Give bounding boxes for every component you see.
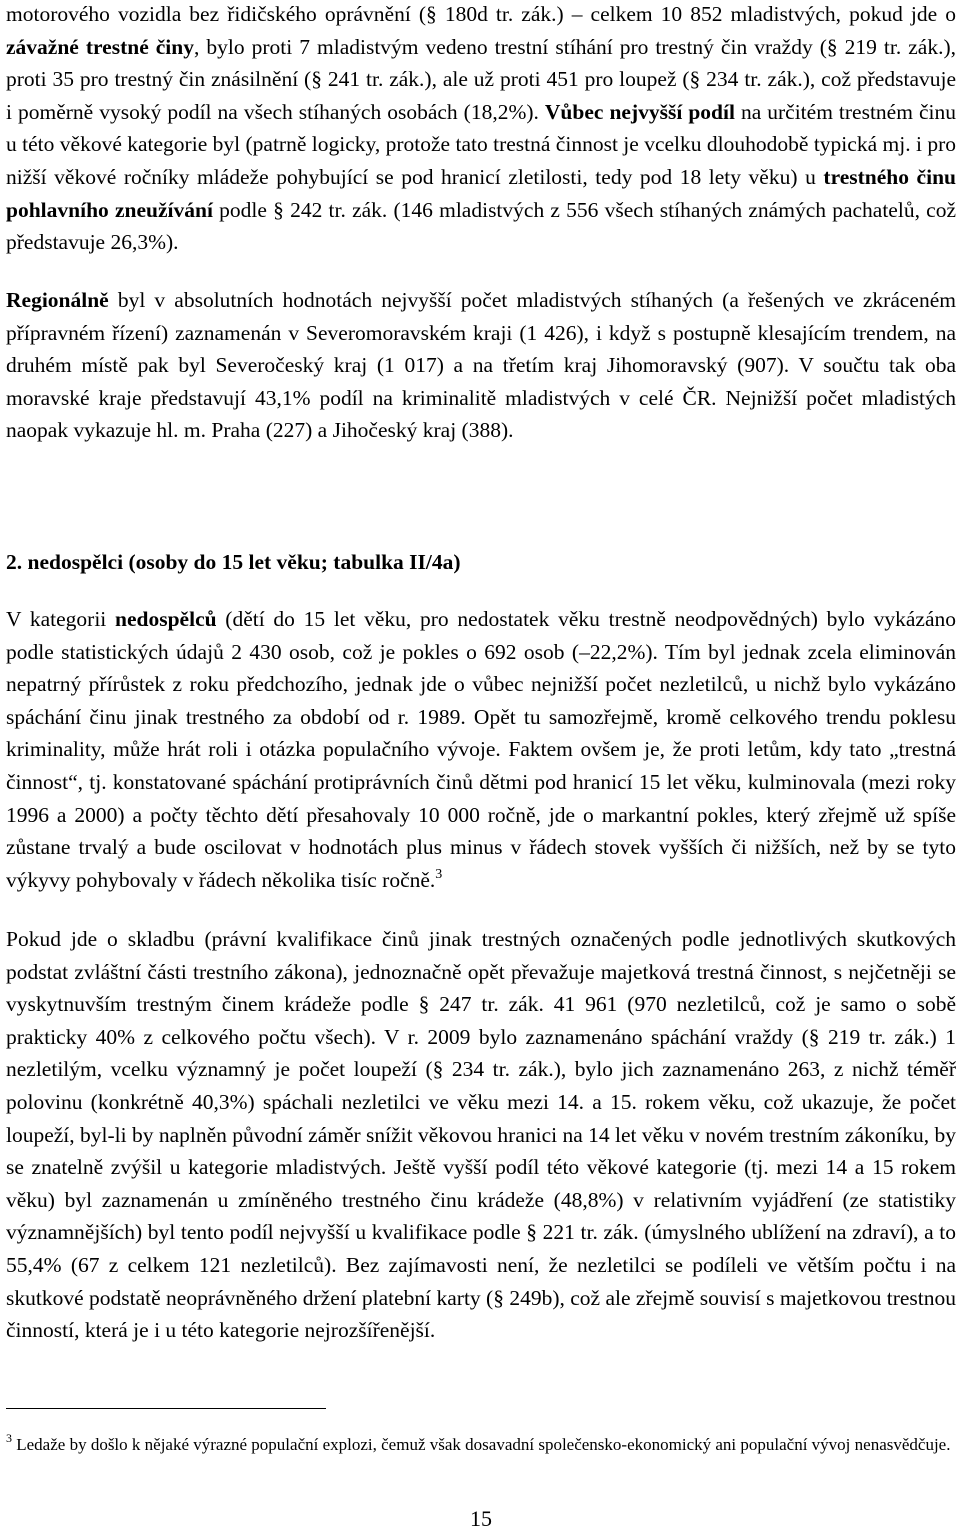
section-heading: 2. nedospělci (osoby do 15 let věku; tabulka II/4a) [6,550,461,574]
emphasis-regionally: Regionálně [6,288,109,312]
paragraph-text: (dětí do 15 let věku, pro nedostatek věku trestně neodpovědných) bylo vykázáno podle statistických údajů 2 430 osob, což je pokles o 692 osob (–22,2%). Tím byl jednak zcela eliminován nepatrný přírůstek z roku předchozího, jednak jde o vůbec nejnižší počet nezletilců, u nichž bylo vykázáno spáchání činu jinak trestného za období od r. 1989. Opět tu samozřejmě, kromě celkového trendu poklesu kriminality, může hrát roli i otázka populačního vývoje. Faktem ovšem je, že proti letům, kdy tato „trestná činnost“, tj. konstatované spáchání protiprávních činů dětmi pod hranicí 15 let věku, kulminovala (mezi roky 1996 a 2000) a počty těchto dětí přesahovaly 10 000 ročně, jde o markantní pokles, který zřejmě už spíše zůstane trvalý a bude oscilovat v hodnotách plus minus v řádech stovek vyšších či nižších, než by se tyto výkyvy pohybovaly v řádech několika tisíc ročně. [6,607,956,892]
emphasis-serious-crimes: závažné trestné činy [6,34,194,59]
footnote-separator [6,1408,326,1409]
footnote-reference[interactable]: 3 [435,866,443,882]
paragraph-text: V kategorii [6,607,116,631]
paragraph-offense-structure [6,923,956,1347]
paragraph-text: , bylo proti 7 mladistvým vedeno trestní stíhání pro trestný čin vraždy (§ 219 tr. zák.), proti 35 pro trestný čin znásilnění (§ 241 tr. zák.), ale už proti 451 pro loupež (§ 234 tr. zák.), což představuje i poměrně vysoký podíl na všech stíhaných osobách (18,2%). [6,34,956,124]
emphasis-highest-share: Vůbec nejvyšší podíl [544,99,735,124]
emphasis-minors: nedospělců [115,607,217,631]
footnote-number: 3 [6,1431,12,1445]
paragraph-text: Pokud jde o skladbu (právní kvalifikace činů jinak trestných označených podle jednotlivých skutkových podstat zvláštní části trestního zákona), jednoznačně opět převažuje majetková trestná činnost, s nejčetněji se vyskytnuvším trestným činem krádeže podle § 247 tr. zák. 41 961 (970 nezletilců, což je samo o sobě prakticky 40% z celkového počtu všech). V r. 2009 bylo zaznamenáno spáchání vraždy (§ 219 tr. zák.) 1 nezletilým, vcelku významný je počet loupeží (§ 234 tr. zák.), bylo jich zaznamenáno 263, z nichž téměř polovinu (konkrétně 40,3%) spáchali nezletilci ve věku mezi 14. a 15. rokem věku, což ukazuje, že počet loupeží, byl-li by naplněn původní záměr snížit věkovou hranici na 14 let věku v novém trestním zákoníku, by se znatelně zvýšil u kategorie mladistvých. Ještě vyšší podíl této věkové kategorie (tj. mezi 14 a 15 rokem věku) byl zaznamenán u zmíněného trestného činu krádeže (48,8%) v relativním vyjádření (ze statistiky významnějších) byl tento podíl nejvyšší u kvalifikace podle § 221 tr. zák. (úmyslného ublížení na zdraví), a to 55,4% (67 z celkem 121 nezletilců). Bez zajímavosti není, že nezletilci se podíleli ve větším počtu i na skutkové podstatě neoprávněného držení platební karty (§ 249b), což ale zřejmě souvisí s majetkovou trestnou činností, která je i u této kategorie nejrozšířenější. [6,927,956,1343]
paragraph-text: podle § 242 tr. zák. (146 mladistvých z 556 všech stíhaných známých pachatelů, což představuje 26,3%). [6,197,956,255]
paragraph-text: motorového vozidla bez řidičského oprávnění (§ 180d tr. zák.) – celkem 10 852 mladistvých, pokud jde o [6,2,956,26]
paragraph-juvenile-crimes [6,0,956,259]
paragraph-minors [6,603,956,896]
paragraph-text: byl v absolutních hodnotách nejvyšší počet mladistvých stíhaných (a řešených ve zkráceném přípravném řízení) zaznamenán v Severomoravském kraji (1 426), i když s postupně klesajícím trendem, na druhém místě pak byl Severočeský kraj (1 017) a na třetím kraj Jihomoravský (907). V součtu tak oba moravské kraje představují 43,1% podíl na kriminalitě mladistvých v celé ČR. Nejnižší počet mladistých naopak vykazuje hl. m. Praha (227) a Jihočeský kraj (388). [6,288,956,443]
emphasis-sexual-abuse: trestného činu pohlavního zneužívání [6,164,956,222]
footnote [6,1431,956,1458]
paragraph-regional [6,284,956,447]
paragraph-text: na určitém trestném činu u této věkové kategorie byl (patrně logicky, protože tato trestná činnost je vcelku dlouhodobě typická mj. i pro nižší věkové ročníky mládeže pohybující se pod hranicí zletilosti, tedy pod 18 lety věku) u [6,99,956,189]
page-number: 15 [470,1506,492,1531]
footnote-text: Ledaže by došlo k nějaké výrazné populační explozi, čemuž však dosavadní společensko-ekonomický ani populační vývoj nenasvědčuje. [12,1435,951,1454]
